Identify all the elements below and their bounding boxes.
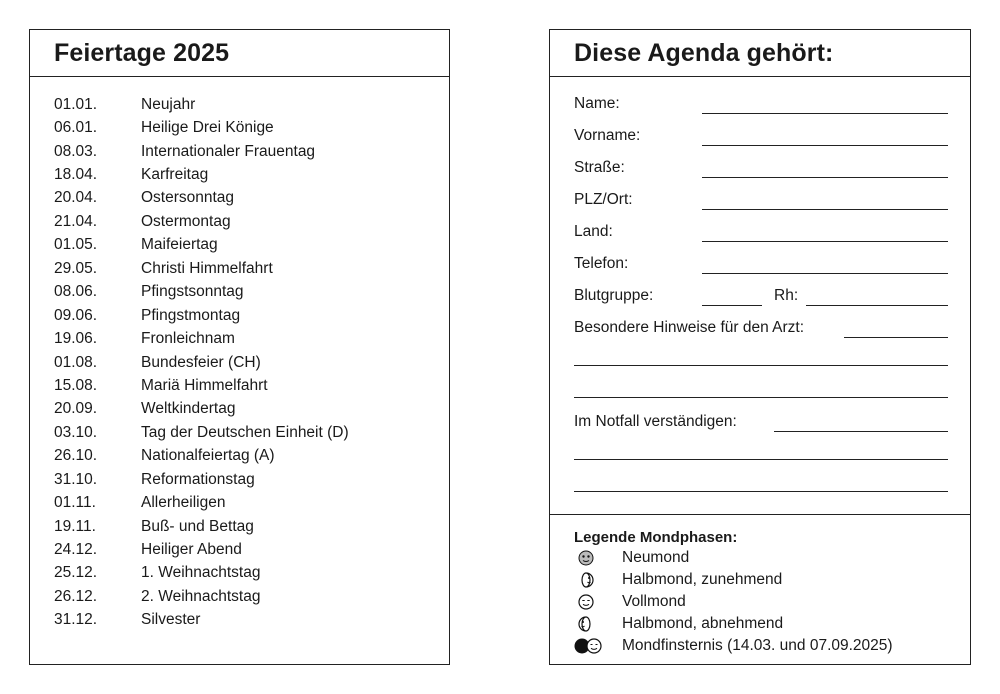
- owner-title: Diese Agenda gehört:: [550, 30, 970, 77]
- holiday-name: Silvester: [141, 611, 201, 629]
- holiday-name: Reformationstag: [141, 470, 255, 488]
- holiday-date: 08.06.: [54, 283, 98, 301]
- holiday-date: 09.06.: [54, 306, 98, 324]
- holiday-name: Weltkindertag: [141, 400, 236, 418]
- holiday-date: 01.01.: [54, 95, 98, 113]
- holiday-row: [54, 445, 439, 468]
- hinweise-label: Besondere Hinweise für den Arzt:: [574, 319, 805, 336]
- legend-item-full-moon: [574, 591, 686, 613]
- holiday-name: Neujahr: [141, 95, 196, 113]
- legend-label: Halbmond, abnehmend: [622, 615, 784, 632]
- holiday-name: Ostermontag: [141, 212, 231, 230]
- legend-item-eclipse: [574, 635, 893, 657]
- new-moon-icon: [574, 550, 622, 566]
- holiday-row: [54, 421, 439, 444]
- holiday-row: [54, 281, 439, 304]
- legend-label: Halbmond, zunehmend: [622, 571, 783, 588]
- vorname-field[interactable]: [702, 145, 948, 146]
- holiday-date: 24.12.: [54, 541, 98, 559]
- holiday-row: [54, 304, 439, 327]
- holiday-name: Mariä Himmelfahrt: [141, 376, 268, 394]
- holiday-date: 21.04.: [54, 212, 98, 230]
- hinweise-field[interactable]: [844, 337, 948, 338]
- vorname-label: Vorname:: [574, 127, 641, 144]
- holiday-row: [54, 538, 439, 561]
- holiday-row: [54, 515, 439, 538]
- legend-title: Legende Mondphasen:: [574, 529, 738, 546]
- notfall-field[interactable]: [774, 431, 948, 432]
- lunar-eclipse-icon: [574, 638, 622, 654]
- holiday-date: 20.04.: [54, 189, 98, 207]
- holiday-name: Fronleichnam: [141, 330, 235, 348]
- holiday-name: Allerheiligen: [141, 494, 226, 512]
- rh-field[interactable]: [806, 305, 948, 306]
- holiday-row: [54, 163, 439, 186]
- holiday-date: 03.10.: [54, 423, 98, 441]
- holiday-name: Heilige Drei Könige: [141, 119, 274, 137]
- holiday-date: 06.01.: [54, 119, 98, 137]
- holiday-row: [54, 257, 439, 280]
- legend-label: Neumond: [622, 549, 690, 566]
- holiday-name: Pfingstsonntag: [141, 283, 244, 301]
- holiday-name: Nationalfeiertag (A): [141, 447, 275, 465]
- holiday-name: Internationaler Frauentag: [141, 142, 316, 160]
- hinweise-line-2[interactable]: [574, 365, 948, 366]
- holiday-date: 08.03.: [54, 142, 98, 160]
- holiday-name: Heiliger Abend: [141, 541, 242, 559]
- rh-label: Rh:: [774, 287, 799, 304]
- holiday-row: [54, 210, 439, 233]
- plz-ort-field[interactable]: [702, 209, 948, 210]
- holiday-name: Tag der Deutschen Einheit (D): [141, 423, 349, 441]
- holiday-row: [54, 585, 439, 608]
- holiday-date: 18.04.: [54, 166, 98, 184]
- telefon-label: Telefon:: [574, 255, 629, 272]
- waning-half-moon-icon: [574, 616, 622, 632]
- name-field[interactable]: [702, 113, 948, 114]
- holiday-date: 31.12.: [54, 611, 98, 629]
- holiday-row: [54, 327, 439, 350]
- legend-label: Mondfinsternis (14.03. und 07.09.2025): [622, 637, 893, 654]
- holiday-name: Christi Himmelfahrt: [141, 259, 273, 277]
- holiday-name: Karfreitag: [141, 166, 209, 184]
- holiday-date: 01.05.: [54, 236, 98, 254]
- holiday-row: [54, 140, 439, 163]
- land-label: Land:: [574, 223, 613, 240]
- holiday-date: 01.08.: [54, 353, 98, 371]
- holiday-row: [54, 491, 439, 514]
- hinweise-line-3[interactable]: [574, 397, 948, 398]
- notfall-line-2[interactable]: [574, 459, 948, 460]
- strasse-label: Straße:: [574, 159, 625, 176]
- strasse-field[interactable]: [702, 177, 948, 178]
- notfall-line-3[interactable]: [574, 491, 948, 492]
- holiday-list: [54, 93, 439, 632]
- holiday-date: 20.09.: [54, 400, 98, 418]
- holidays-title: Feiertage 2025: [30, 30, 449, 77]
- telefon-field[interactable]: [702, 273, 948, 274]
- holiday-row: [54, 234, 439, 257]
- holiday-name: 2. Weihnachtstag: [141, 587, 261, 605]
- legend-item-new-moon: [574, 547, 689, 569]
- holiday-date: 31.10.: [54, 470, 98, 488]
- holiday-row: [54, 116, 439, 139]
- full-moon-icon: [574, 594, 622, 610]
- holiday-row: [54, 187, 439, 210]
- legend-label: Vollmond: [622, 593, 686, 610]
- blutgruppe-label: Blutgruppe:: [574, 287, 654, 304]
- holiday-name: 1. Weihnachtstag: [141, 564, 261, 582]
- holiday-name: Maifeiertag: [141, 236, 218, 254]
- holiday-name: Buß- und Bettag: [141, 517, 254, 535]
- moon-legend: [550, 514, 970, 664]
- holiday-name: Pfingstmontag: [141, 306, 241, 324]
- holiday-date: 19.06.: [54, 330, 98, 348]
- holiday-row: [54, 374, 439, 397]
- holiday-name: Ostersonntag: [141, 189, 235, 207]
- waxing-half-moon-icon: [574, 572, 622, 588]
- legend-item-waxing: [574, 569, 782, 591]
- holiday-date: 15.08.: [54, 376, 98, 394]
- owner-card: [549, 29, 971, 665]
- notfall-label: Im Notfall verständigen:: [574, 413, 737, 430]
- land-field[interactable]: [702, 241, 948, 242]
- holiday-row: [54, 468, 439, 491]
- holidays-card: [29, 29, 450, 665]
- holiday-row: [54, 93, 439, 116]
- holiday-date: 19.11.: [54, 517, 96, 535]
- holiday-date: 01.11.: [54, 494, 96, 512]
- blutgruppe-field[interactable]: [702, 305, 762, 306]
- holiday-date: 25.12.: [54, 564, 98, 582]
- holiday-name: Bundesfeier (CH): [141, 353, 261, 371]
- holiday-date: 29.05.: [54, 259, 98, 277]
- holiday-row: [54, 609, 439, 632]
- legend-item-waning: [574, 613, 783, 635]
- plz-ort-label: PLZ/Ort:: [574, 191, 633, 208]
- holiday-date: 26.10.: [54, 447, 98, 465]
- holiday-date: 26.12.: [54, 587, 98, 605]
- holiday-row: [54, 562, 439, 585]
- name-label: Name:: [574, 95, 620, 112]
- holiday-row: [54, 351, 439, 374]
- holiday-row: [54, 398, 439, 421]
